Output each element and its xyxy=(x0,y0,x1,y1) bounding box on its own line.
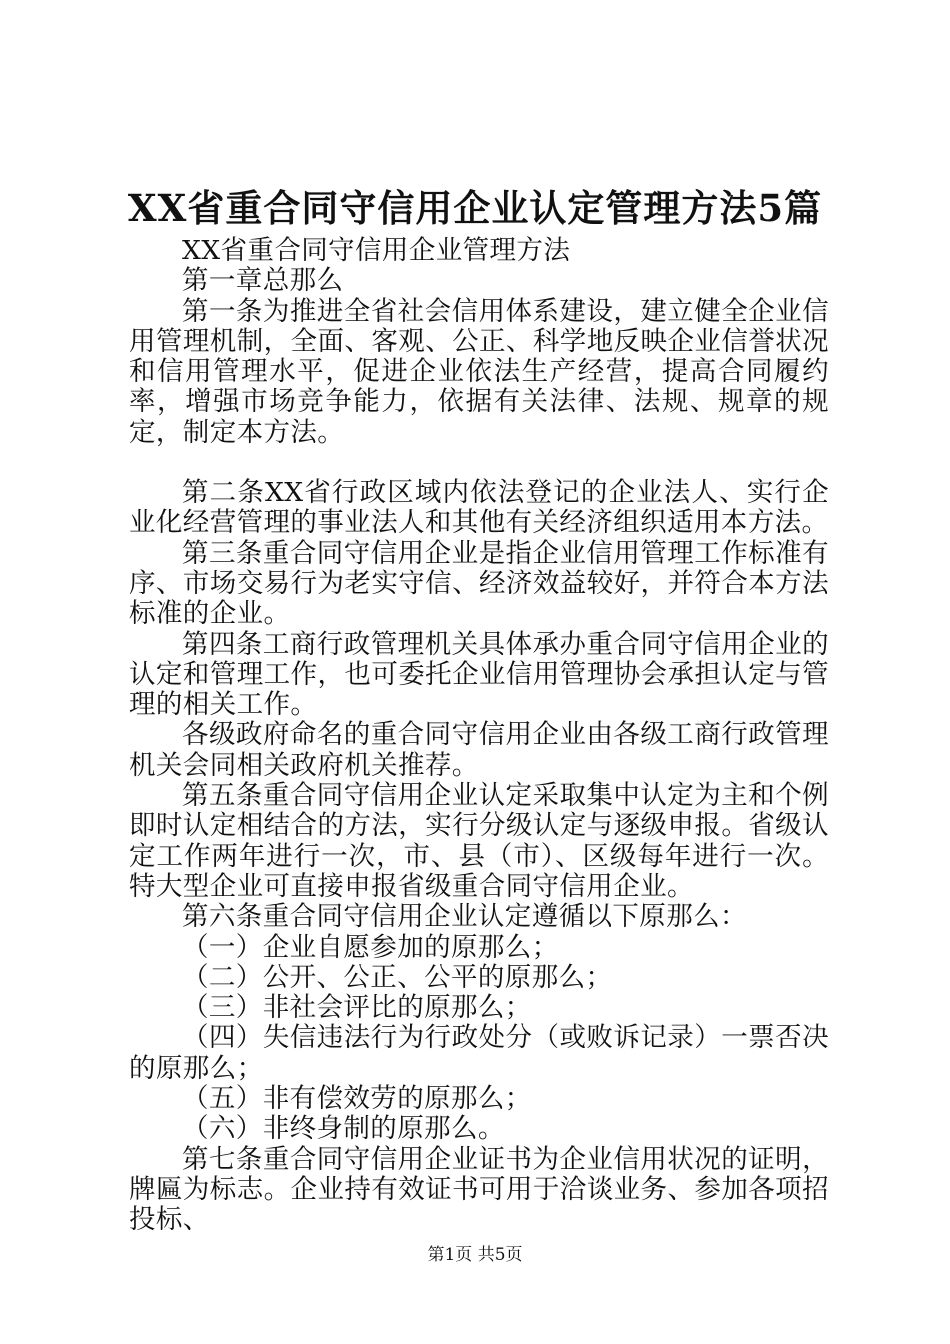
paragraph-gap xyxy=(129,448,829,478)
principle-item: （六）非终身制的原那么。 xyxy=(182,1113,505,1145)
article-3-paragraph: 第三条重合同守信用企业是指企业信用管理工作标准有序、市场交易行为老实守信、经济效益较好，并符合本方法标准的企业。 xyxy=(129,537,829,630)
principle-item: （三）非社会评比的原那么； xyxy=(182,992,532,1024)
article-2-paragraph: 第二条XX省行政区域内依法登记的企业法人、实行企业化经营管理的事业法人和其他有关经济组织适用本方法。 xyxy=(129,477,829,539)
recommendation-paragraph: 各级政府命名的重合同守信用企业由各级工商行政管理机关会同相关政府机关推荐。 xyxy=(129,719,829,781)
subtitle-paragraph: XX省重合同守信用企业管理方法 xyxy=(182,235,571,266)
principle-item: （二）公开、公正、公平的原那么； xyxy=(182,961,613,993)
principle-item: （五）非有偿效劳的原那么； xyxy=(182,1083,532,1115)
principle-item: （一）企业自愿参加的原那么； xyxy=(182,931,559,963)
article-7-paragraph: 第七条重合同守信用企业证书为企业信用状况的证明，牌匾为标志。企业持有效证书可用于洽谈业务、参加各项招投标、 xyxy=(129,1143,829,1236)
chapter-heading: 第一章总那么 xyxy=(182,265,344,297)
article-6-paragraph: 第六条重合同守信用企业认定遵循以下原那么： xyxy=(182,901,747,933)
page-footer: 第1页 共5页 xyxy=(427,1245,523,1265)
principle-item: （四）失信违法行为行政处分（或败诉记录）一票否决的原那么； xyxy=(129,1022,829,1084)
document-body xyxy=(129,236,829,1236)
article-5-paragraph: 第五条重合同守信用企业认定采取集中认定为主和个例即时认定相结合的方法，实行分级认定与逐级申报。省级认定工作两年进行一次，市、县（市）、区级每年进行一次。特大型企业可直接申报省级重合同守信用企业。 xyxy=(129,780,829,902)
article-4-paragraph: 第四条工商行政管理机关具体承办重合同守信用企业的认定和管理工作，也可委托企业信用管理协会承担认定与管理的相关工作。 xyxy=(129,628,829,721)
document-title: XX省重合同守信用企业认定管理方法5篇 xyxy=(127,186,823,230)
article-1-paragraph: 第一条为推进全省社会信用体系建设，建立健全企业信用管理机制，全面、客观、公正、科学地反映企业信誉状况和信用管理水平，促进企业依法生产经营，提高合同履约率，增强市场竞争能力，依据有关法律、法规、规章的规定，制定本方法。 xyxy=(129,295,829,448)
